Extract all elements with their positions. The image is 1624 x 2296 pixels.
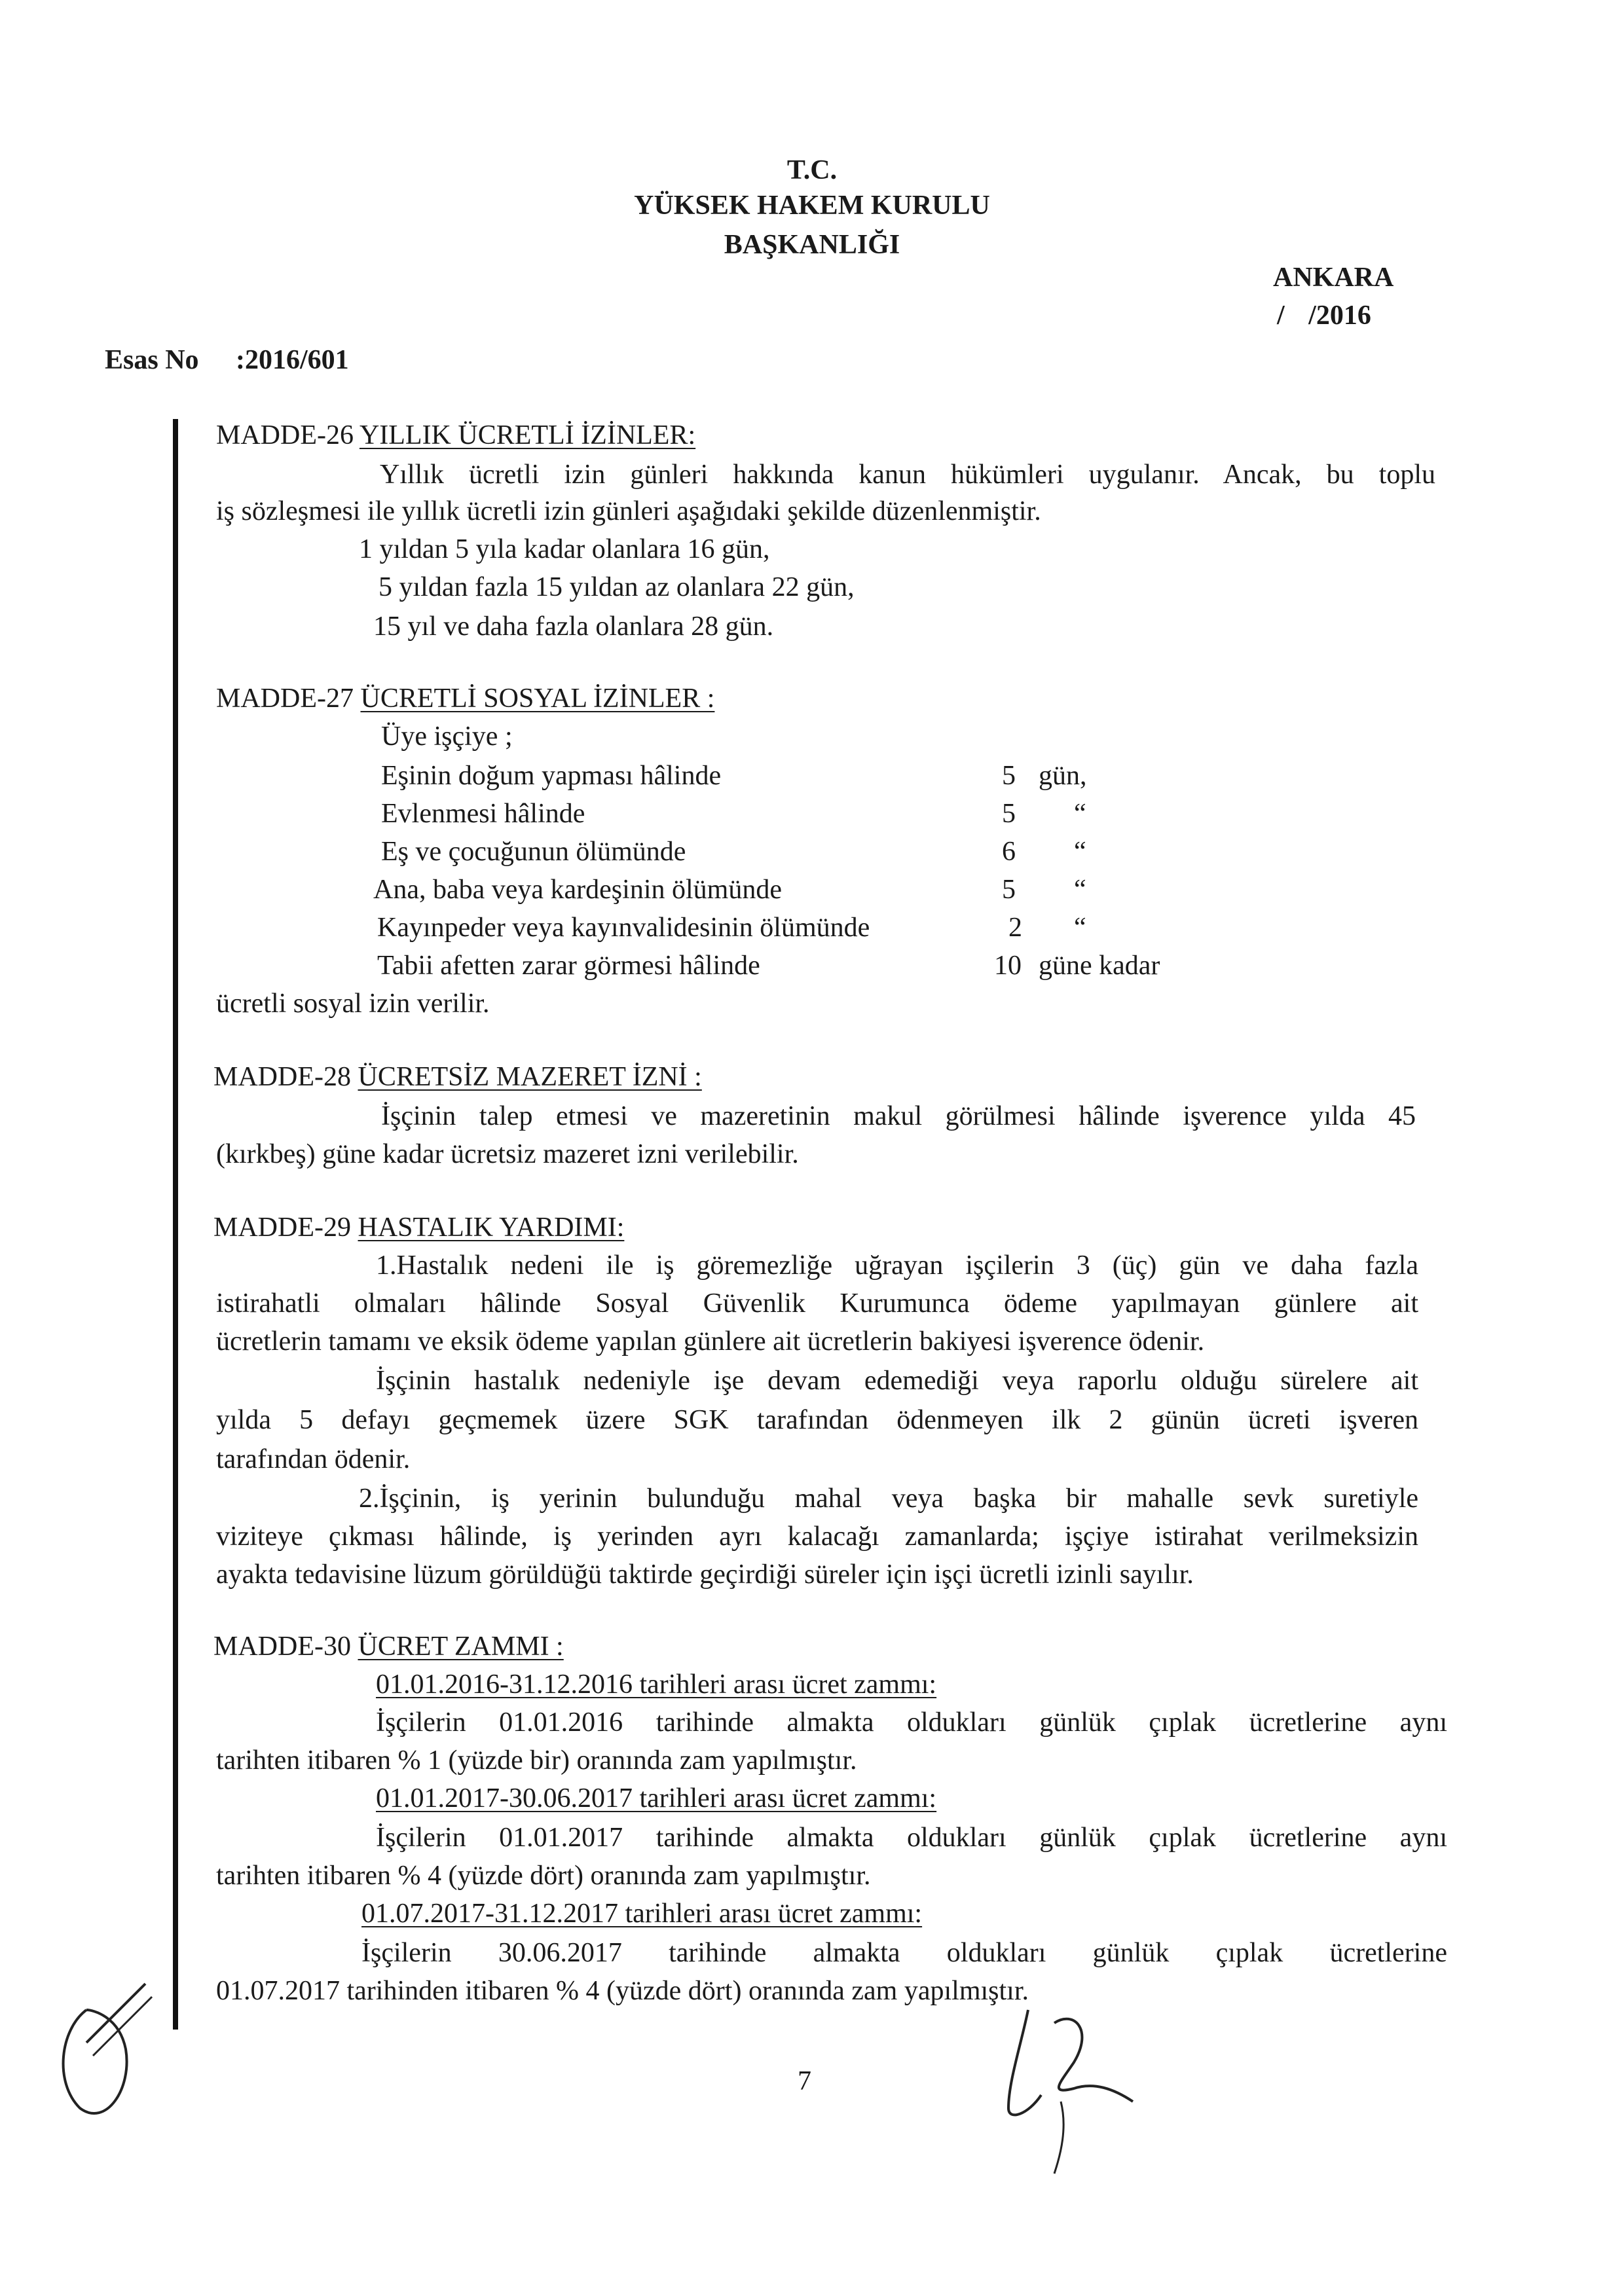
header-tc: T.C. [786,155,838,185]
article-30-section-1-line1: İşçilerin 01.01.2016 tarihinde almakta oldukları günlük çıplak ücretlerine aynı [376,1707,1447,1738]
article-30-title: ÜCRET ZAMMI : [358,1631,564,1662]
header-presidency: BAŞKANLIĞI [724,230,900,260]
article-27-row-4-unit: “ [1074,875,1086,905]
article-27-row-4-value: 5 [1002,875,1016,905]
article-29-heading [213,1209,624,1247]
article-26-item-3: 15 yıl ve daha fazla olanlara 28 gün. [373,611,774,642]
article-29-p3-line2: viziteye çıkması hâlinde, iş yerinden ayrı kalacağı zamanlarda; işçiye istirahat verilmeksizin [216,1522,1418,1552]
article-30-section-2-line2: tarihten itibaren % 4 (yüzde dört) oranında zam yapılmıştır. [216,1861,871,1891]
article-27-row-3-unit: “ [1074,837,1086,867]
article-29-p2-line2: yılda 5 defayı geçmemek üzere SGK tarafından ödenmeyen ilk 2 günün ücreti işveren [216,1405,1418,1435]
article-30-section-3-line1: İşçilerin 30.06.2017 tarihinde almakta oldukları günlük çıplak ücretlerine [361,1938,1447,1968]
header-date: / /2016 [1277,301,1371,331]
article-27-row-6-text: Tabii afetten zarar görmesi hâlinde [377,951,760,981]
article-30-section-2-title: 01.01.2017-30.06.2017 tarihleri arası ücret zammı: [376,1783,937,1813]
case-label: Esas No [105,345,199,375]
article-30-section-3-line2: 01.07.2017 tarihinden itibaren % 4 (yüzde dört) oranında zam yapılmıştır. [216,1976,1029,2006]
article-26-text-line1: Yıllık ücretli izin günleri hakkında kanun hükümleri uygulanır. Ancak, bu toplu [380,460,1435,490]
article-30-section-3-title: 01.07.2017-31.12.2017 tarihleri arası ücret zammı: [361,1899,923,1929]
article-27-row-1-text: Eşinin doğum yapması hâlinde [381,761,722,791]
article-30-heading [213,1628,564,1666]
article-27-row-1-unit: gün, [1039,761,1087,791]
article-29-p1-line3: ücretlerin tamamı ve eksik ödeme yapılan günlere ait ücretlerin bakiyesi işverence ödenir. [216,1326,1205,1357]
page-number: 7 [798,2066,811,2096]
header-institution: YÜKSEK HAKEM KURULU [634,191,990,221]
article-29-title: HASTALIK YARDIMI: [358,1212,625,1243]
article-28-text-line2: (kırkbeş) güne kadar ücretsiz mazeret izni verilebilir. [216,1139,799,1169]
article-27-row-2-value: 5 [1002,799,1016,829]
article-26-title: YILLIK ÜCRETLİ İZİNLER: [359,420,696,450]
article-27-label: MADDE-27 [216,683,354,714]
article-27-row-2-text: Evlenmesi hâlinde [381,799,585,829]
article-29-p1-line2: istirahatli olmaları hâlinde Sosyal Güvenlik Kurumunca ödeme yapılmayan günlere ait [216,1288,1418,1319]
article-27-row-3-value: 6 [1002,837,1016,867]
article-29-p3-line1: 2.İşçinin, iş yerinin bulunduğu mahal veya başka bir mahalle sevk suretiyle [359,1484,1418,1514]
article-27-row-3-text: Eş ve çocuğunun ölümünde [381,837,686,867]
article-27-row-6-unit: güne kadar [1039,951,1160,981]
margin-bar [173,419,178,2030]
article-27-intro: Üye işçiye ; [381,721,513,752]
article-27-row-5-unit: “ [1074,913,1086,943]
article-30-section-2-line1: İşçilerin 01.01.2017 tarihinde almakta oldukları günlük çıplak ücretlerine aynı [376,1823,1447,1853]
article-28-text-line1: İşçinin talep etmesi ve mazeretinin makul görülmesi hâlinde işverence yılda 45 [381,1101,1416,1131]
article-27-row-4-text: Ana, baba veya kardeşinin ölümünde [373,875,782,905]
article-28-title: ÜCRETSİZ MAZERET İZNİ : [358,1062,702,1092]
article-29-p1-line1: 1.Hastalık nedeni ile iş göremezliğe uğrayan işçilerin 3 (üç) gün ve daha fazla [376,1250,1418,1281]
article-30-section-1-line2: tarihten itibaren % 1 (yüzde bir) oranında zam yapılmıştır. [216,1745,857,1776]
article-29-p2-line3: tarafından ödenir. [216,1444,411,1474]
article-29-label: MADDE-29 [213,1212,351,1243]
article-27-row-1-value: 5 [1002,761,1016,791]
article-26-heading [216,416,695,454]
header-city: ANKARA [1273,263,1394,293]
handwritten-initial-left [47,1971,165,2141]
article-29-p2-line1: İşçinin hastalık nedeniyle işe devam edemediği veya raporlu olduğu sürelere ait [376,1366,1418,1396]
article-27-row-2-unit: “ [1074,799,1086,829]
article-27-row-6-value: 10 [994,951,1022,981]
article-26-text-line2: iş sözleşmesi ile yıllık ücretli izin günleri aşağıdaki şekilde düzenlenmiştir. [216,496,1041,526]
article-28-label: MADDE-28 [213,1062,351,1092]
article-27-row-5-text: Kayınpeder veya kayınvalidesinin ölümünde [377,913,870,943]
article-30-label: MADDE-30 [213,1631,351,1662]
article-26-item-2: 5 yıldan fazla 15 yıldan az olanlara 22 gün, [378,572,855,602]
article-30-section-1-title: 01.01.2016-31.12.2016 tarihleri arası ücret zammı: [376,1669,937,1700]
article-26-label: MADDE-26 [216,420,354,450]
article-27-title: ÜCRETLİ SOSYAL İZİNLER : [360,683,715,714]
article-26-item-1: 1 yıldan 5 yıla kadar olanlara 16 gün, [359,534,770,564]
article-29-p3-line3: ayakta tedavisine lüzum görüldüğü taktirde geçirdiği süreler için işçi ücretli izinli sayılır. [216,1559,1194,1590]
article-27-row-5-value: 2 [1008,913,1022,943]
article-27-closing: ücretli sosyal izin verilir. [216,989,490,1019]
article-27-heading [216,680,714,718]
handwritten-signature-right [982,1984,1153,2180]
article-28-heading [213,1058,702,1096]
case-number: :2016/601 [236,345,349,375]
